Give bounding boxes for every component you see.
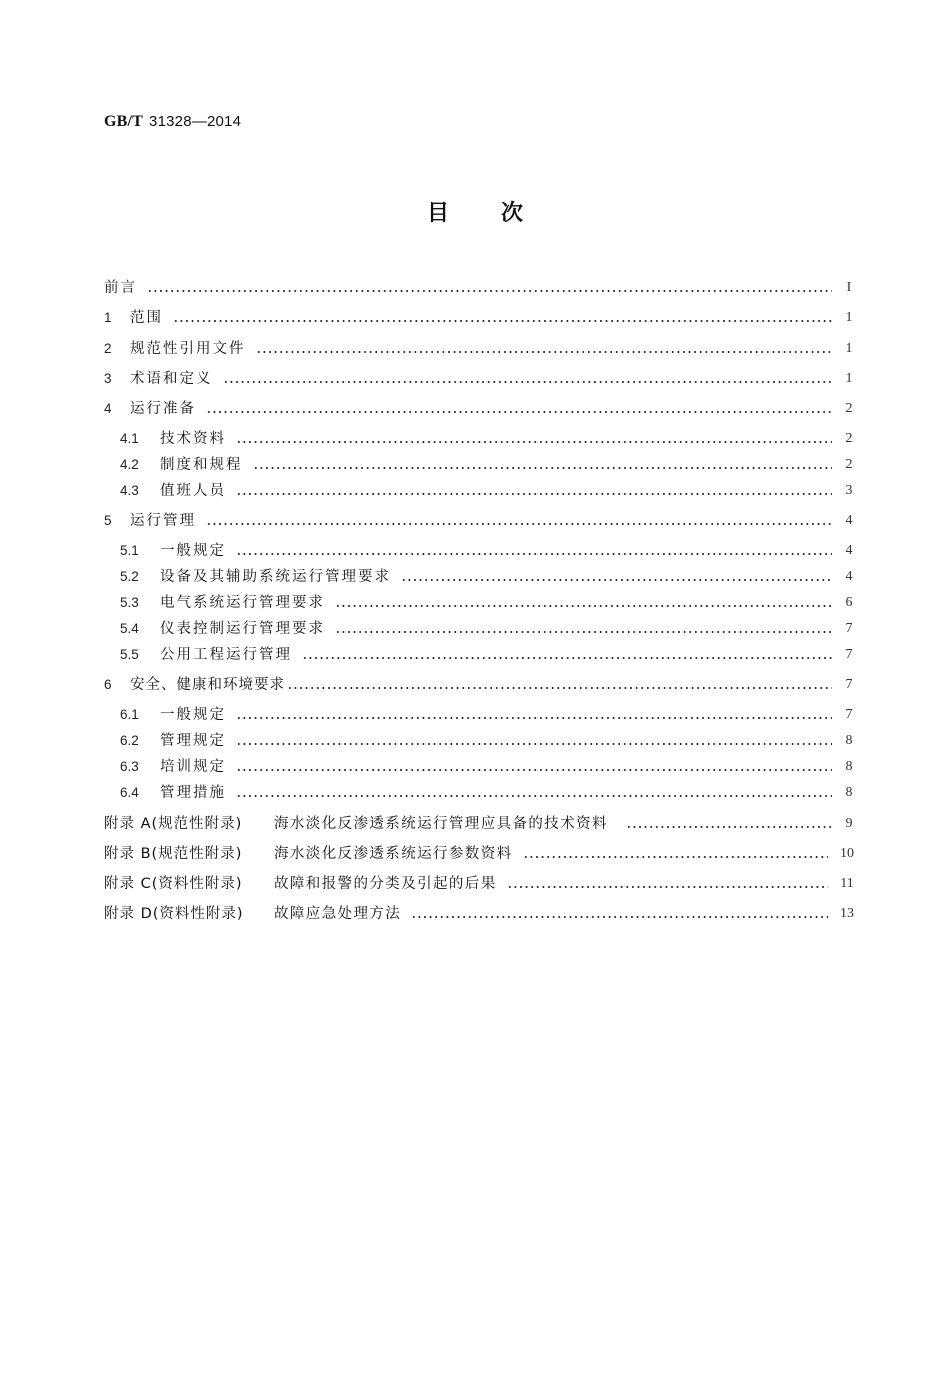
toc-entry-6[interactable]: [104, 673, 856, 695]
toc-entry-3[interactable]: [104, 367, 856, 389]
toc-entry-number: 5.5: [120, 647, 139, 662]
dot-leader: [236, 553, 832, 555]
toc-entry-page: 1: [845, 371, 853, 386]
toc-entry-4-2[interactable]: [104, 453, 856, 475]
dot-leader: [256, 351, 833, 353]
dot-leader: [626, 826, 832, 828]
toc-appendix-d[interactable]: [104, 902, 856, 924]
toc-entry-label: 一般规定: [160, 543, 226, 559]
toc-appendix-b[interactable]: [104, 842, 856, 864]
toc-entry-number: 6.1: [120, 707, 139, 722]
dot-leader: [236, 743, 832, 745]
toc-entry-1[interactable]: [104, 306, 856, 328]
dot-leader: [335, 631, 832, 633]
page-title: [0, 196, 950, 227]
toc-entry-2[interactable]: [104, 337, 856, 359]
appendix-designation: 附录 C(资料性附录): [104, 876, 243, 892]
standard-number: 31328—2014: [149, 113, 242, 130]
toc-entry-label: 故障应急处理方法: [274, 906, 402, 922]
toc-entry-label: 培训规定: [160, 759, 226, 775]
toc-entry-page: 8: [845, 785, 853, 800]
toc-entry-6-3[interactable]: [104, 755, 856, 777]
dot-leader: [236, 795, 832, 797]
toc-entry-page: 1: [845, 341, 853, 356]
toc-entry-number: 6.3: [120, 759, 139, 774]
toc-entry-4[interactable]: [104, 397, 856, 419]
toc-entry-label: 管理措施: [160, 785, 226, 801]
toc-entry-number: 4.1: [120, 431, 139, 446]
dot-leader: [147, 290, 832, 292]
dot-leader: [287, 687, 832, 689]
toc-entry-label: 制度和规程: [160, 457, 243, 473]
toc-entry-number: 5.2: [120, 569, 139, 584]
toc-entry-page: 10: [840, 846, 854, 861]
dot-leader: [302, 657, 832, 659]
toc-entry-6-1[interactable]: [104, 703, 856, 725]
toc-entry-page: 11: [840, 876, 854, 891]
appendix-designation: 附录 A(规范性附录): [104, 816, 243, 832]
dot-leader: [523, 856, 829, 858]
toc-entry-label: 故障和报警的分类及引起的后果: [274, 876, 497, 892]
toc-entry-page: 7: [845, 677, 853, 692]
dot-leader: [401, 579, 832, 581]
toc-entry-page: 3: [845, 483, 853, 498]
toc-entry-label: 技术资料: [160, 431, 226, 447]
toc-entry-number: 5.3: [120, 595, 139, 610]
dot-leader: [206, 523, 832, 525]
toc-entry-label: 前言: [104, 280, 137, 296]
toc-entry-label: 海水淡化反渗透系统运行参数资料: [274, 846, 513, 862]
toc-entry-label: 规范性引用文件: [130, 341, 246, 357]
toc-entry-page: 7: [845, 647, 853, 662]
toc-entry-6-2[interactable]: [104, 729, 856, 751]
toc-entry-page: 2: [845, 431, 853, 446]
toc-entry-page: 4: [845, 543, 853, 558]
toc-entry-5-4[interactable]: [104, 617, 856, 639]
toc-entry-number: 2: [104, 341, 112, 356]
toc-entry-page: 7: [845, 621, 853, 636]
dot-leader: [236, 717, 832, 719]
toc-entry-label: 管理规定: [160, 733, 226, 749]
dot-leader: [236, 441, 832, 443]
toc-entry-number: 4.3: [120, 483, 139, 498]
dot-leader: [335, 605, 832, 607]
toc-entry-number: 5: [104, 513, 112, 528]
toc-appendix-c[interactable]: [104, 872, 856, 894]
dot-leader: [173, 320, 832, 322]
toc-entry-page: 1: [845, 310, 853, 325]
toc-entry-page: 4: [845, 569, 853, 584]
toc-entry-number: 4: [104, 401, 112, 416]
dot-leader: [223, 381, 833, 383]
toc-entry-label: 运行管理: [130, 513, 196, 529]
toc-entry-label: 运行准备: [130, 401, 196, 417]
toc-entry-label: 电气系统运行管理要求: [160, 595, 325, 611]
toc-entry-number: 6.4: [120, 785, 139, 800]
dot-leader: [236, 493, 832, 495]
toc-entry-label: 一般规定: [160, 707, 226, 723]
toc-entry-number: 4.2: [120, 457, 139, 472]
toc-entry-page: 8: [845, 733, 853, 748]
toc-entry-label: 设备及其辅助系统运行管理要求: [160, 569, 391, 585]
toc-entry-label: 海水淡化反渗透系统运行管理应具备的技术资料: [274, 816, 608, 832]
toc-entry-page: 4: [845, 513, 853, 528]
toc-entry-label: 安全、健康和环境要求: [130, 677, 285, 693]
toc-entry-5-1[interactable]: [104, 539, 856, 561]
toc-entry-number: 6.2: [120, 733, 139, 748]
toc-entry-page: 8: [845, 759, 853, 774]
title-char-2: 次: [501, 201, 524, 226]
toc-entry-5-5[interactable]: [104, 643, 856, 665]
toc-entry-page: I: [846, 280, 852, 295]
toc-entry-5[interactable]: [104, 509, 856, 531]
toc-entry-number: 5.1: [120, 543, 139, 558]
dot-leader: [411, 916, 828, 918]
toc-entry-page: 7: [845, 707, 853, 722]
toc-entry-page: 2: [845, 401, 853, 416]
toc-entry-page: 2: [845, 457, 853, 472]
toc-entry-page: 9: [845, 816, 853, 831]
toc-entry-6-4[interactable]: [104, 781, 856, 803]
toc-entry-4-1[interactable]: [104, 427, 856, 449]
dot-leader: [236, 769, 832, 771]
standard-code-header: [104, 112, 241, 131]
dot-leader: [206, 411, 832, 413]
dot-leader: [507, 886, 828, 888]
appendix-designation: 附录 B(规范性附录): [104, 846, 243, 862]
toc-entry-page: 13: [840, 906, 854, 921]
toc-entry-number: 5.4: [120, 621, 139, 636]
dot-leader: [253, 467, 833, 469]
toc-entry-label: 仪表控制运行管理要求: [160, 621, 325, 637]
toc-entry-number: 1: [104, 310, 112, 325]
toc-entry-page: 6: [845, 595, 853, 610]
toc-entry-label: 公用工程运行管理: [160, 647, 292, 663]
toc-entry-5-2[interactable]: [104, 565, 856, 587]
standard-prefix: GB/T: [104, 113, 144, 130]
appendix-designation: 附录 D(资料性附录): [104, 906, 244, 922]
toc-entry-foreword[interactable]: [104, 276, 856, 298]
toc-entry-number: 3: [104, 371, 112, 386]
toc-entry-number: 6: [104, 677, 112, 692]
toc-entry-label: 值班人员: [160, 483, 226, 499]
toc-entry-label: 术语和定义: [130, 371, 213, 387]
toc-appendix-a[interactable]: [104, 812, 856, 834]
title-char-1: 目: [426, 201, 449, 226]
toc-entry-4-3[interactable]: [104, 479, 856, 501]
toc-entry-label: 范围: [130, 310, 163, 326]
toc-entry-5-3[interactable]: [104, 591, 856, 613]
